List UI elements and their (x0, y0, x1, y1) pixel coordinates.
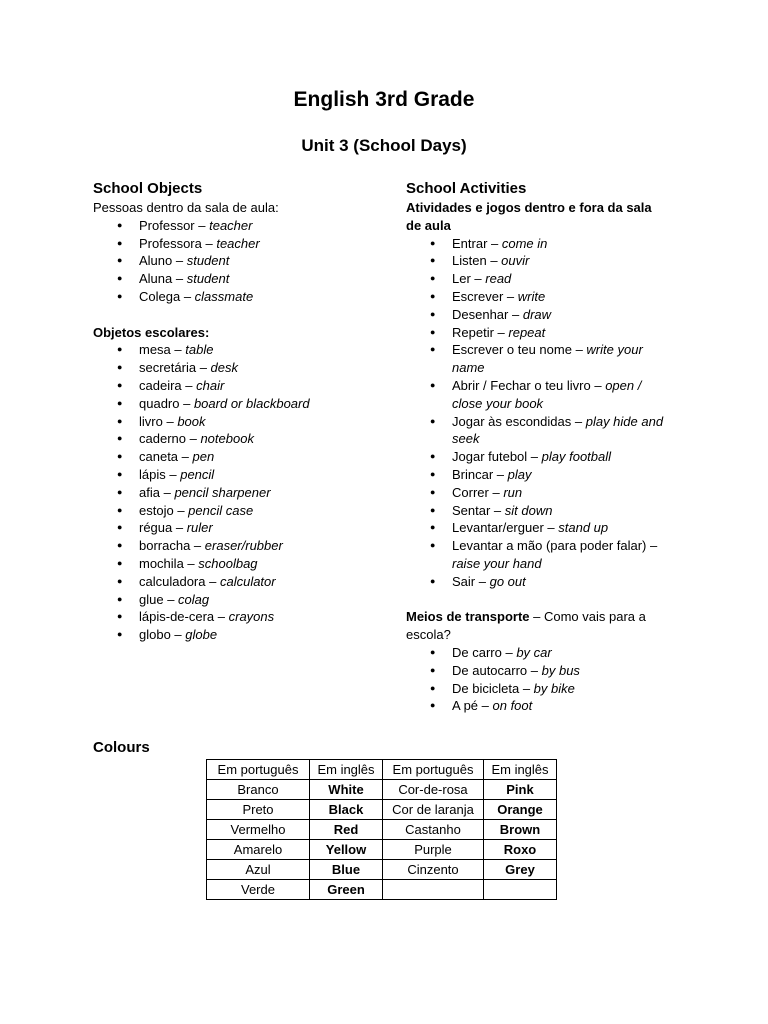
term-portuguese: mesa (139, 342, 171, 358)
cell-english: Orange (484, 800, 557, 820)
term-english: desk (210, 360, 239, 376)
bullet-icon: ● (430, 486, 436, 497)
term-english: board or blackboard (193, 395, 310, 411)
term-english: chair (196, 377, 225, 393)
table-row (207, 840, 557, 860)
term-portuguese: caneta (139, 449, 179, 465)
list-item: ● Desenhar – draw (430, 306, 552, 322)
term-portuguese: Aluna (139, 271, 173, 287)
term-portuguese: Jogar futebol (452, 449, 528, 465)
term-english: ouvir (501, 253, 530, 269)
cell-portuguese: Azul (207, 860, 310, 880)
bullet-icon: ● (117, 575, 123, 586)
bullet-icon: ● (117, 344, 123, 355)
cell-english: Brown (484, 820, 557, 840)
bullet-icon: ● (117, 593, 123, 604)
term-english: student (186, 271, 230, 287)
term-english: classmate (194, 288, 254, 304)
table-row (207, 880, 557, 900)
list-item: ● lápis-de-cera – crayons (117, 609, 275, 625)
term-english: schoolbag (198, 555, 258, 571)
term-english: book (177, 413, 206, 429)
cell-english: Roxo (484, 840, 557, 860)
term-portuguese: Aluno (139, 253, 173, 269)
table-row (207, 820, 557, 840)
bullet-icon: ● (430, 575, 436, 586)
people-list (93, 217, 383, 306)
table-header: Em português (207, 760, 310, 780)
cell-portuguese: Purple (383, 840, 484, 860)
term-english: open / close your book (452, 377, 642, 411)
colours-table-body (207, 780, 557, 900)
list-item: ● Listen – ouvir (430, 253, 530, 269)
list-item: ● Entrar – come in (430, 235, 548, 251)
bullet-icon: ● (117, 273, 123, 284)
term-portuguese: Levantar/erguer (452, 520, 544, 536)
bullet-icon: ● (117, 504, 123, 515)
term-portuguese: Correr (452, 484, 489, 500)
list-item: ● Aluna – student (117, 271, 230, 287)
term-portuguese: A pé (452, 698, 479, 714)
bullet-icon: ● (430, 700, 436, 711)
list-item: ● Professor – teacher (117, 217, 253, 233)
bullet-icon: ● (430, 664, 436, 675)
term-portuguese: quadro (139, 395, 180, 411)
list-item: ● secretária – desk (117, 360, 239, 376)
list-item: ● cadeira – chair (117, 377, 225, 393)
cell-english (484, 880, 557, 900)
bullet-icon: ● (117, 629, 123, 640)
list-item: ● Professora – teacher (117, 235, 260, 251)
list-item: ● lápis – pencil (117, 466, 215, 482)
list-item: ● De autocarro – by bus (430, 662, 580, 678)
term-portuguese: Abrir / Fechar o teu livro (452, 377, 591, 393)
list-item: ● Escrever – write (430, 288, 546, 304)
cell-portuguese: Preto (207, 800, 310, 820)
transport-list (406, 644, 668, 715)
cell-english: Black (310, 800, 383, 820)
cell-english: Grey (484, 860, 557, 880)
bullet-icon: ● (117, 237, 123, 248)
bullet-icon: ● (117, 433, 123, 444)
term-english: student (186, 253, 230, 269)
term-portuguese: Brincar (452, 466, 494, 482)
term-portuguese: estojo (139, 502, 174, 518)
term-portuguese: Ler (452, 271, 471, 287)
bullet-icon: ● (117, 557, 123, 568)
objects-list (93, 341, 383, 644)
people-intro: Pessoas dentro da sala de aula: (93, 200, 279, 215)
term-portuguese: Escrever (452, 288, 504, 304)
term-english: colag (178, 591, 210, 607)
term-portuguese: mochila (139, 555, 184, 571)
list-item: ● borracha – eraser/rubber (117, 538, 283, 554)
term-english: pen (192, 449, 215, 465)
bullet-icon: ● (430, 415, 436, 426)
cell-english: Green (310, 880, 383, 900)
colours-heading: Colours (93, 739, 150, 756)
term-english: go out (489, 573, 526, 589)
list-item: ● calculadora – calculator (117, 573, 276, 589)
term-english: teacher (216, 235, 260, 251)
term-english: run (503, 484, 523, 500)
cell-portuguese (383, 880, 484, 900)
term-english: pencil sharpener (174, 484, 271, 500)
list-item: ● Escrever o teu nome – write your name (430, 342, 643, 376)
list-item: ● caneta – pen (117, 449, 215, 465)
activities-intro: Atividades e jogos dentro e fora da sala de aula (406, 200, 652, 233)
bullet-icon: ● (430, 237, 436, 248)
list-item: ● quadro – board or blackboard (117, 395, 310, 411)
table-row (207, 860, 557, 880)
term-portuguese: calculadora (139, 573, 206, 589)
list-item: ● Levantar/erguer – stand up (430, 520, 609, 536)
term-portuguese: Entrar (452, 235, 488, 251)
term-portuguese: Sair (452, 573, 476, 589)
bullet-icon: ● (430, 504, 436, 515)
list-item: ● globo – globe (117, 627, 218, 643)
bullet-icon: ● (117, 255, 123, 266)
term-english: on foot (492, 698, 533, 714)
term-portuguese: globo (139, 627, 171, 643)
bullet-icon: ● (430, 255, 436, 266)
term-portuguese: De carro (452, 644, 502, 660)
list-item: ● Jogar às escondidas – play hide and seek (430, 413, 664, 447)
list-item: ● De bicicleta – by bike (430, 680, 575, 696)
bullet-icon: ● (430, 290, 436, 301)
term-portuguese: Colega (139, 288, 181, 304)
term-portuguese: lápis (139, 466, 166, 482)
term-portuguese: Listen (452, 253, 487, 269)
term-english: draw (522, 306, 552, 322)
table-header: Em inglês (484, 760, 557, 780)
bullet-icon: ● (117, 379, 123, 390)
term-english: stand up (558, 520, 609, 536)
list-item: ● Ler – read (430, 271, 512, 287)
cell-portuguese: Verde (207, 880, 310, 900)
bullet-icon: ● (430, 379, 436, 390)
bullet-icon: ● (117, 415, 123, 426)
term-english: play hide and seek (452, 413, 664, 447)
cell-english: Blue (310, 860, 383, 880)
term-portuguese: régua (139, 520, 173, 536)
bullet-icon: ● (117, 362, 123, 373)
bullet-icon: ● (117, 219, 123, 230)
bullet-icon: ● (430, 344, 436, 355)
page-title: English 3rd Grade (293, 88, 475, 111)
term-portuguese: afia (139, 484, 160, 500)
term-portuguese: livro (139, 413, 163, 429)
table-row (207, 800, 557, 820)
list-item: ● Aluno – student (117, 253, 230, 269)
term-english: eraser/rubber (204, 538, 283, 554)
term-portuguese: Professor (139, 217, 195, 233)
term-portuguese: Professora (139, 235, 202, 251)
list-item: ● Brincar – play (430, 466, 532, 482)
term-portuguese: Jogar às escondidas (452, 413, 572, 429)
cell-english: Pink (484, 780, 557, 800)
term-english: raise your hand (452, 555, 542, 571)
bullet-icon: ● (430, 646, 436, 657)
bullet-icon: ● (117, 451, 123, 462)
term-english: sit down (504, 502, 553, 518)
term-portuguese: glue (139, 591, 164, 607)
transport-intro-bold: Meios de transporte (406, 609, 530, 625)
list-item: ● Sair – go out (430, 573, 526, 589)
term-english: table (185, 342, 214, 358)
list-item: ● A pé – on foot (430, 698, 533, 714)
cell-portuguese: Amarelo (207, 840, 310, 860)
term-portuguese: lápis-de-cera (139, 609, 215, 625)
cell-portuguese: Branco (207, 780, 310, 800)
bullet-icon: ● (430, 522, 436, 533)
cell-portuguese: Castanho (383, 820, 484, 840)
activities-list (406, 235, 668, 591)
list-item: ● mesa – table (117, 342, 214, 358)
list-item: ● afia – pencil sharpener (117, 484, 271, 500)
bullet-icon: ● (117, 468, 123, 479)
cell-portuguese: Cor-de-rosa (383, 780, 484, 800)
term-portuguese: Sentar (452, 502, 494, 518)
list-item: ● estojo – pencil case (117, 502, 254, 518)
list-item: ● régua – ruler (117, 520, 213, 536)
term-english: calculator (219, 573, 276, 589)
list-item: ● Repetir – repeat (430, 324, 546, 340)
bullet-icon: ● (117, 611, 123, 622)
term-english: teacher (209, 217, 253, 233)
term-portuguese: Desenhar (452, 306, 509, 322)
term-english: by car (516, 644, 552, 660)
bullet-icon: ● (430, 540, 436, 551)
term-portuguese: Levantar a mão (para poder falar) (452, 538, 647, 554)
list-item: ● mochila – schoolbag (117, 555, 258, 571)
term-english: play (507, 466, 532, 482)
transport-intro (406, 608, 668, 644)
school-objects-column (93, 180, 383, 644)
table-header: Em português (383, 760, 484, 780)
term-portuguese: borracha (139, 538, 191, 554)
list-item: ● livro – book (117, 413, 206, 429)
list-item: ● Abrir / Fechar o teu livro – open / close your book (430, 377, 642, 411)
term-portuguese: Escrever o teu nome (452, 342, 572, 358)
term-english: pencil (180, 466, 215, 482)
term-english: crayons (228, 609, 275, 625)
term-english: notebook (200, 431, 254, 447)
term-portuguese: De bicicleta (452, 680, 520, 696)
term-english: globe (185, 627, 218, 643)
term-english: write (517, 288, 546, 304)
school-activities-column (406, 180, 668, 715)
bullet-icon: ● (430, 468, 436, 479)
colours-table (206, 759, 557, 900)
term-english: by bike (533, 680, 575, 696)
term-english: write your name (452, 342, 643, 376)
bullet-icon: ● (117, 290, 123, 301)
objects-intro: Objetos escolares: (93, 324, 210, 340)
bullet-icon: ● (117, 540, 123, 551)
list-item: ● glue – colag (117, 591, 210, 607)
list-item: ● De carro – by car (430, 644, 552, 660)
term-portuguese: secretária (139, 360, 197, 376)
bullet-icon: ● (430, 273, 436, 284)
term-english: pencil case (188, 502, 254, 518)
term-english: repeat (508, 324, 546, 340)
table-row (207, 780, 557, 800)
term-portuguese: Repetir (452, 324, 494, 340)
transport-intro-rest: – Como vais para a escola? (406, 609, 646, 643)
cell-portuguese: Cinzento (383, 860, 484, 880)
cell-english: White (310, 780, 383, 800)
bullet-icon: ● (430, 326, 436, 337)
bullet-icon: ● (430, 308, 436, 319)
cell-portuguese: Vermelho (207, 820, 310, 840)
cell-english: Yellow (310, 840, 383, 860)
school-objects-heading: School Objects (93, 180, 203, 197)
list-item: ● Jogar futebol – play football (430, 449, 612, 465)
list-item: ● Sentar – sit down (430, 502, 553, 518)
term-english: come in (501, 235, 548, 251)
bullet-icon: ● (430, 682, 436, 693)
list-item: ● Correr – run (430, 484, 523, 500)
list-item: ● Levantar a mão (para poder falar) – raise your hand (430, 538, 658, 571)
term-english: by bus (541, 662, 580, 678)
bullet-icon: ● (430, 451, 436, 462)
term-english: read (485, 271, 512, 287)
cell-english: Red (310, 820, 383, 840)
table-header: Em inglês (310, 760, 383, 780)
term-english: play football (541, 449, 612, 465)
school-activities-heading: School Activities (406, 180, 527, 197)
list-item: ● caderno – notebook (117, 431, 254, 447)
bullet-icon: ● (117, 522, 123, 533)
cell-portuguese: Cor de laranja (383, 800, 484, 820)
term-portuguese: De autocarro (452, 662, 528, 678)
term-english: ruler (186, 520, 213, 536)
bullet-icon: ● (117, 397, 123, 408)
term-portuguese: cadeira (139, 377, 182, 393)
bullet-icon: ● (117, 486, 123, 497)
colours-header-row (207, 760, 557, 780)
term-portuguese: caderno (139, 431, 186, 447)
list-item: ● Colega – classmate (117, 288, 254, 304)
page-subtitle: Unit 3 (School Days) (301, 136, 467, 155)
